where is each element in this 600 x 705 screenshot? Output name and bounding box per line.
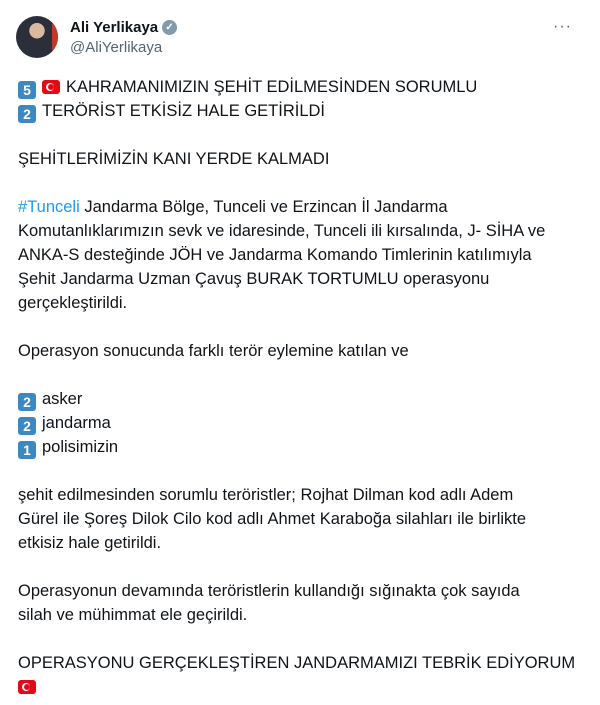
- list-item-text: polisimizin: [42, 438, 119, 456]
- paragraph-3-line: Şehit Jandarma Uzman Çavuş BURAK TORTUMLU operasyonu: [18, 270, 490, 288]
- author-name-row[interactable]: [70, 19, 177, 36]
- list-item-text: jandarma: [42, 414, 111, 432]
- list-item: [18, 411, 588, 435]
- author-handle[interactable]: @AliYerlikaya: [70, 38, 163, 56]
- paragraph-7: OPERASYONU GERÇEKLEŞTİREN JANDARMAMIZI TEBRİK EDİYORUM: [18, 654, 576, 672]
- hashtag-link[interactable]: #Tunceli: [18, 198, 80, 216]
- headline-line-2: TERÖRİST ETKİSİZ HALE GETİRİLDİ: [42, 102, 325, 120]
- keycap-icon: 2: [18, 417, 36, 435]
- paragraph-5-line: şehit edilmesinden sorumlu teröristler; Rojhat Dilman kod adlı Adem: [18, 486, 514, 504]
- list-item: [18, 387, 588, 411]
- paragraph-5-line: Gürel ile Şoreş Dilok Cilo kod adlı Ahmet Karaboğa silahları ile birlikte: [18, 510, 527, 528]
- author-name[interactable]: Ali Yerlikaya: [70, 18, 159, 36]
- keycap-icon: 2: [18, 393, 36, 411]
- paragraph-3-line: ANKA-S desteğinde JÖH ve Jandarma Komando Timlerinin katılımıyla: [18, 246, 532, 264]
- more-options-icon[interactable]: ···: [553, 18, 572, 35]
- turkey-flag-icon: [42, 80, 60, 94]
- keycap-2-icon: 2: [18, 105, 36, 123]
- paragraph-3-line: Jandarma Bölge, Tunceli ve Erzincan İl Jandarma: [79, 198, 448, 216]
- paragraph-3-line: gerçekleştirildi.: [18, 294, 128, 312]
- tweet-header: [16, 16, 177, 58]
- verified-badge-icon: ✓: [162, 20, 177, 35]
- paragraph-2: ŞEHİTLERİMİZİN KANI YERDE KALMADI: [18, 150, 330, 168]
- paragraph-4: Operasyon sonucunda farklı terör eylemine katılan ve: [18, 342, 409, 360]
- list-item-text: asker: [42, 390, 83, 408]
- paragraph-6-line: silah ve mühimmat ele geçirildi.: [18, 606, 248, 624]
- keycap-icon: 1: [18, 441, 36, 459]
- tweet-text: [18, 75, 588, 699]
- paragraph-3-line: Komutanlıklarımızın sevk ve idaresinde, Tunceli ili kırsalında, J- SİHA ve: [18, 222, 546, 240]
- turkey-flag-icon: [18, 680, 36, 694]
- headline-line-1: KAHRAMANIMIZIN ŞEHİT EDİLMESİNDEN SORUMLU: [66, 78, 478, 96]
- list-item: [18, 435, 588, 459]
- paragraph-6-line: Operasyonun devamında teröristlerin kullandığı sığınakta çok sayıda: [18, 582, 520, 600]
- paragraph-5-line: etkisiz hale getirildi.: [18, 534, 162, 552]
- avatar[interactable]: [16, 16, 58, 58]
- keycap-5-icon: 5: [18, 81, 36, 99]
